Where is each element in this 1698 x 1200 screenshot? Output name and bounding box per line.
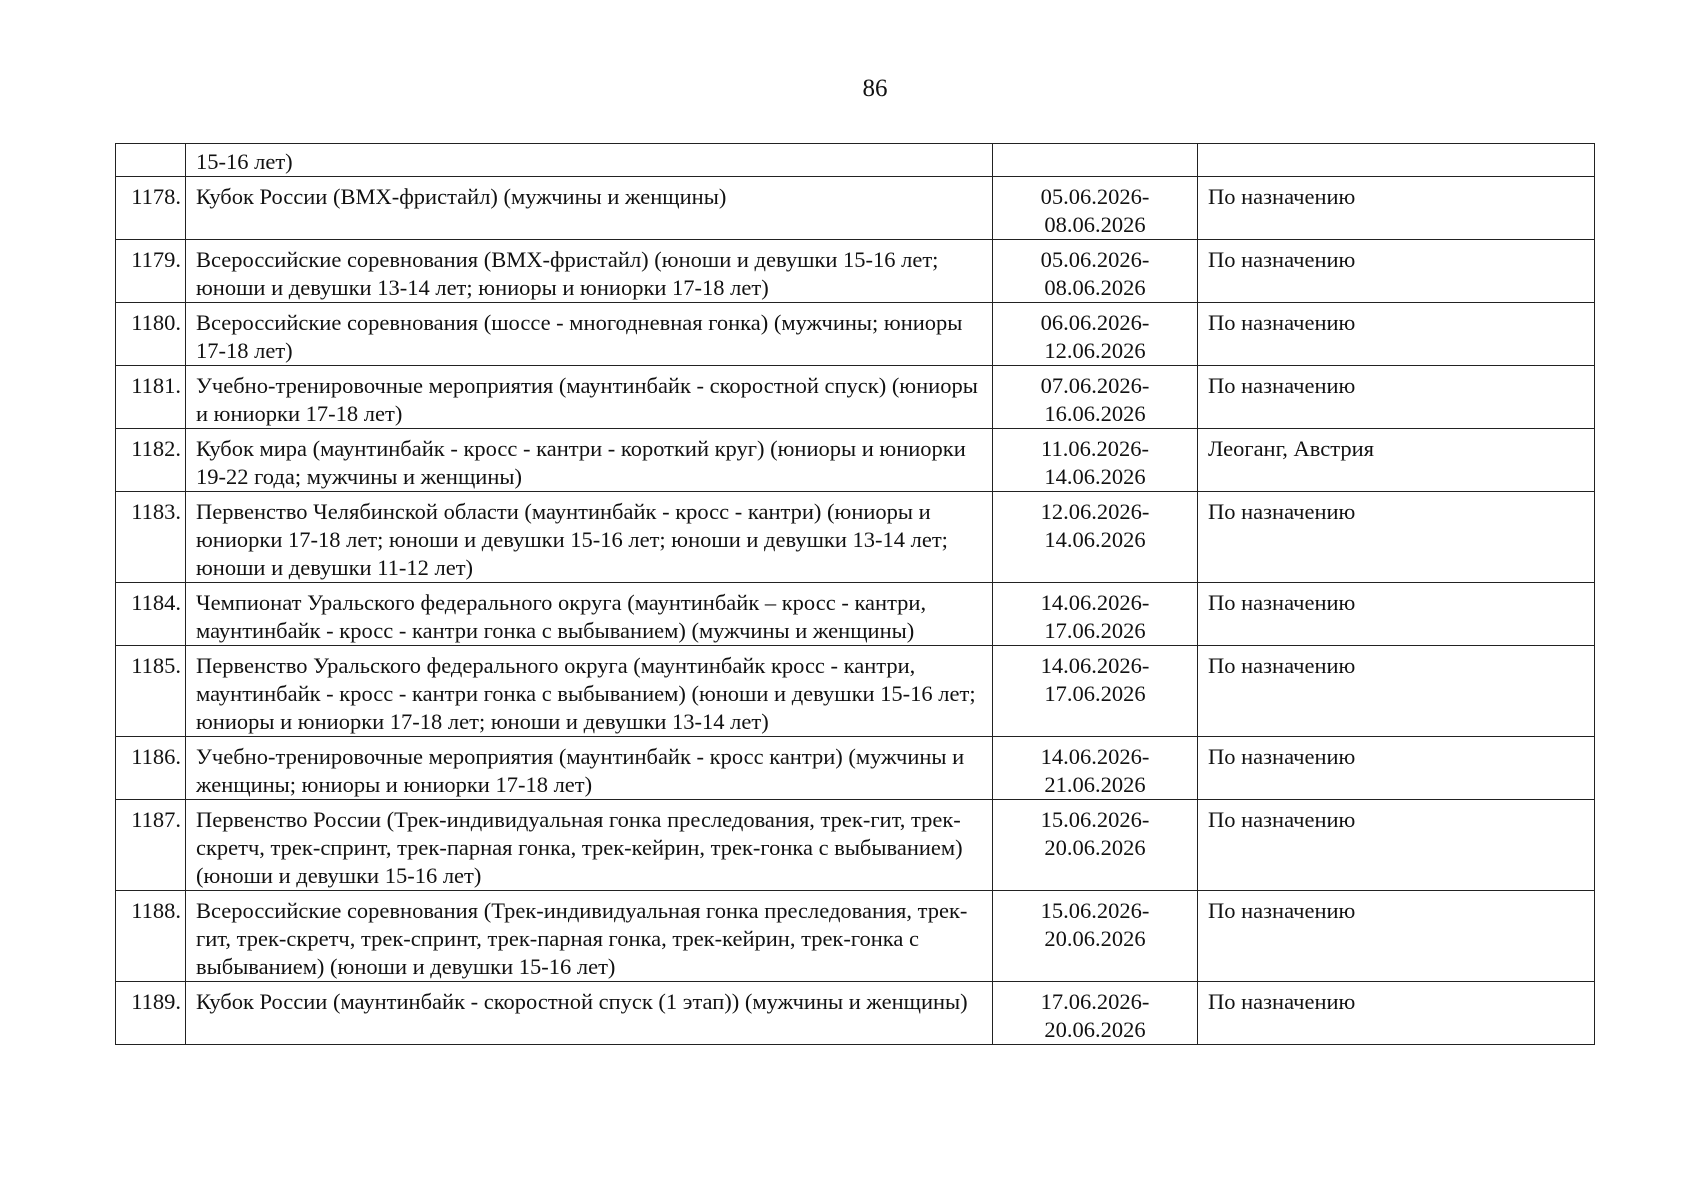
table-row [116, 583, 1595, 646]
table-row [116, 737, 1595, 800]
event-dates [993, 240, 1198, 303]
row-number: 1188. [116, 891, 186, 982]
event-name: Всероссийские соревнования (ВМХ-фристайл) (юноши и девушки 15-16 лет; юноши и девушки 13-14 лет; юниоры и юниорки 17-18 лет) [186, 240, 993, 303]
row-number: 1187. [116, 800, 186, 891]
event-place: По назначению [1198, 800, 1595, 891]
event-dates [993, 177, 1198, 240]
event-name: 15-16 лет) [186, 144, 993, 177]
date-start: 11.06.2026- [1041, 436, 1149, 461]
event-place: По назначению [1198, 366, 1595, 429]
date-start: 07.06.2026- [1040, 373, 1150, 398]
row-number: 1182. [116, 429, 186, 492]
table-row [116, 492, 1595, 583]
table-row [116, 177, 1595, 240]
row-number: 1186. [116, 737, 186, 800]
date-end: 14.06.2026 [1044, 527, 1146, 552]
event-place: По назначению [1198, 891, 1595, 982]
date-start: 17.06.2026- [1040, 989, 1150, 1014]
date-end: 21.06.2026 [1044, 772, 1146, 797]
table-row [116, 891, 1595, 982]
table-row [116, 800, 1595, 891]
date-end: 08.06.2026 [1044, 275, 1146, 300]
row-number: 1181. [116, 366, 186, 429]
event-place: По назначению [1198, 737, 1595, 800]
event-place: По назначению [1198, 240, 1595, 303]
event-dates [993, 303, 1198, 366]
event-dates [993, 646, 1198, 737]
date-end: 17.06.2026 [1044, 681, 1146, 706]
event-name: Всероссийские соревнования (шоссе - многодневная гонка) (мужчины; юниоры 17-18 лет) [186, 303, 993, 366]
event-dates [993, 429, 1198, 492]
date-start: 14.06.2026- [1040, 744, 1150, 769]
event-place [1198, 144, 1595, 177]
date-start: 14.06.2026- [1040, 653, 1150, 678]
event-name: Учебно-тренировочные мероприятия (маунтинбайк - скоростной спуск) (юниоры и юниорки 17-18 лет) [186, 366, 993, 429]
row-number [116, 144, 186, 177]
date-start: 15.06.2026- [1040, 898, 1150, 923]
event-dates [993, 492, 1198, 583]
row-number: 1185. [116, 646, 186, 737]
event-name: Кубок мира (маунтинбайк - кросс - кантри - короткий круг) (юниоры и юниорки 19-22 года; мужчины и женщины) [186, 429, 993, 492]
event-place: По назначению [1198, 646, 1595, 737]
event-name: Первенство России (Трек-индивидуальная гонка преследования, трек-гит, трек-скретч, трек-спринт, трек-парная гонка, трек-кейрин, трек-гонка с выбыванием) (юноши и девушки 15-16 лет) [186, 800, 993, 891]
row-number: 1184. [116, 583, 186, 646]
table-row [116, 303, 1595, 366]
table-row [116, 366, 1595, 429]
date-end: 20.06.2026 [1044, 835, 1146, 860]
table-row [116, 982, 1595, 1045]
event-dates [993, 891, 1198, 982]
event-name: Учебно-тренировочные мероприятия (маунтинбайк - кросс кантри) (мужчины и женщины; юниоры и юниорки 17-18 лет) [186, 737, 993, 800]
event-dates [993, 366, 1198, 429]
event-place: По назначению [1198, 177, 1595, 240]
date-end: 16.06.2026 [1044, 401, 1146, 426]
event-place: Леоганг, Австрия [1198, 429, 1595, 492]
date-end: 12.06.2026 [1044, 338, 1146, 363]
date-start: 14.06.2026- [1040, 590, 1150, 615]
date-end: 08.06.2026 [1044, 212, 1146, 237]
date-end: 20.06.2026 [1044, 926, 1146, 951]
date-start: 05.06.2026- [1040, 184, 1150, 209]
date-start: 15.06.2026- [1040, 807, 1150, 832]
table-row [116, 646, 1595, 737]
event-name: Первенство Уральского федерального округа (маунтинбайк кросс - кантри, маунтинбайк - кросс - кантри гонка с выбыванием) (юноши и девушки 15-16 лет; юниоры и юниорки 17-18 лет; юноши и девушки 13-14 лет) [186, 646, 993, 737]
table-row [116, 144, 1595, 177]
row-number: 1189. [116, 982, 186, 1045]
row-number: 1178. [116, 177, 186, 240]
date-end: 20.06.2026 [1044, 1017, 1146, 1042]
date-start: 05.06.2026- [1040, 247, 1150, 272]
page-number: 86 [862, 75, 888, 102]
event-place: По назначению [1198, 492, 1595, 583]
row-number: 1179. [116, 240, 186, 303]
event-place: По назначению [1198, 583, 1595, 646]
event-dates [993, 982, 1198, 1045]
event-dates [993, 800, 1198, 891]
event-dates [993, 583, 1198, 646]
date-end: 17.06.2026 [1044, 618, 1146, 643]
date-start: 06.06.2026- [1040, 310, 1150, 335]
event-name: Кубок России (маунтинбайк - скоростной спуск (1 этап)) (мужчины и женщины) [186, 982, 993, 1045]
event-name: Первенство Челябинской области (маунтинбайк - кросс - кантри) (юниоры и юниорки 17-18 лет; юноши и девушки 15-16 лет; юноши и девушки 13-14 лет; юноши и девушки 11-12 лет) [186, 492, 993, 583]
events-table [115, 143, 1595, 1045]
event-name: Всероссийские соревнования (Трек-индивидуальная гонка преследования, трек-гит, трек-скретч, трек-спринт, трек-парная гонка, трек-кейрин, трек-гонка с выбыванием) (юноши и девушки 15-16 лет) [186, 891, 993, 982]
event-name: Кубок России (ВМХ-фристайл) (мужчины и женщины) [186, 177, 993, 240]
table-row [116, 429, 1595, 492]
date-start: 12.06.2026- [1040, 499, 1150, 524]
event-place: По назначению [1198, 982, 1595, 1045]
events-table-body [116, 144, 1595, 1045]
row-number: 1183. [116, 492, 186, 583]
event-dates [993, 737, 1198, 800]
event-dates [993, 144, 1198, 177]
event-name: Чемпионат Уральского федерального округа (маунтинбайк – кросс - кантри, маунтинбайк - кросс - кантри гонка с выбыванием) (мужчины и женщины) [186, 583, 993, 646]
row-number: 1180. [116, 303, 186, 366]
date-end: 14.06.2026 [1044, 464, 1146, 489]
table-row [116, 240, 1595, 303]
event-place: По назначению [1198, 303, 1595, 366]
